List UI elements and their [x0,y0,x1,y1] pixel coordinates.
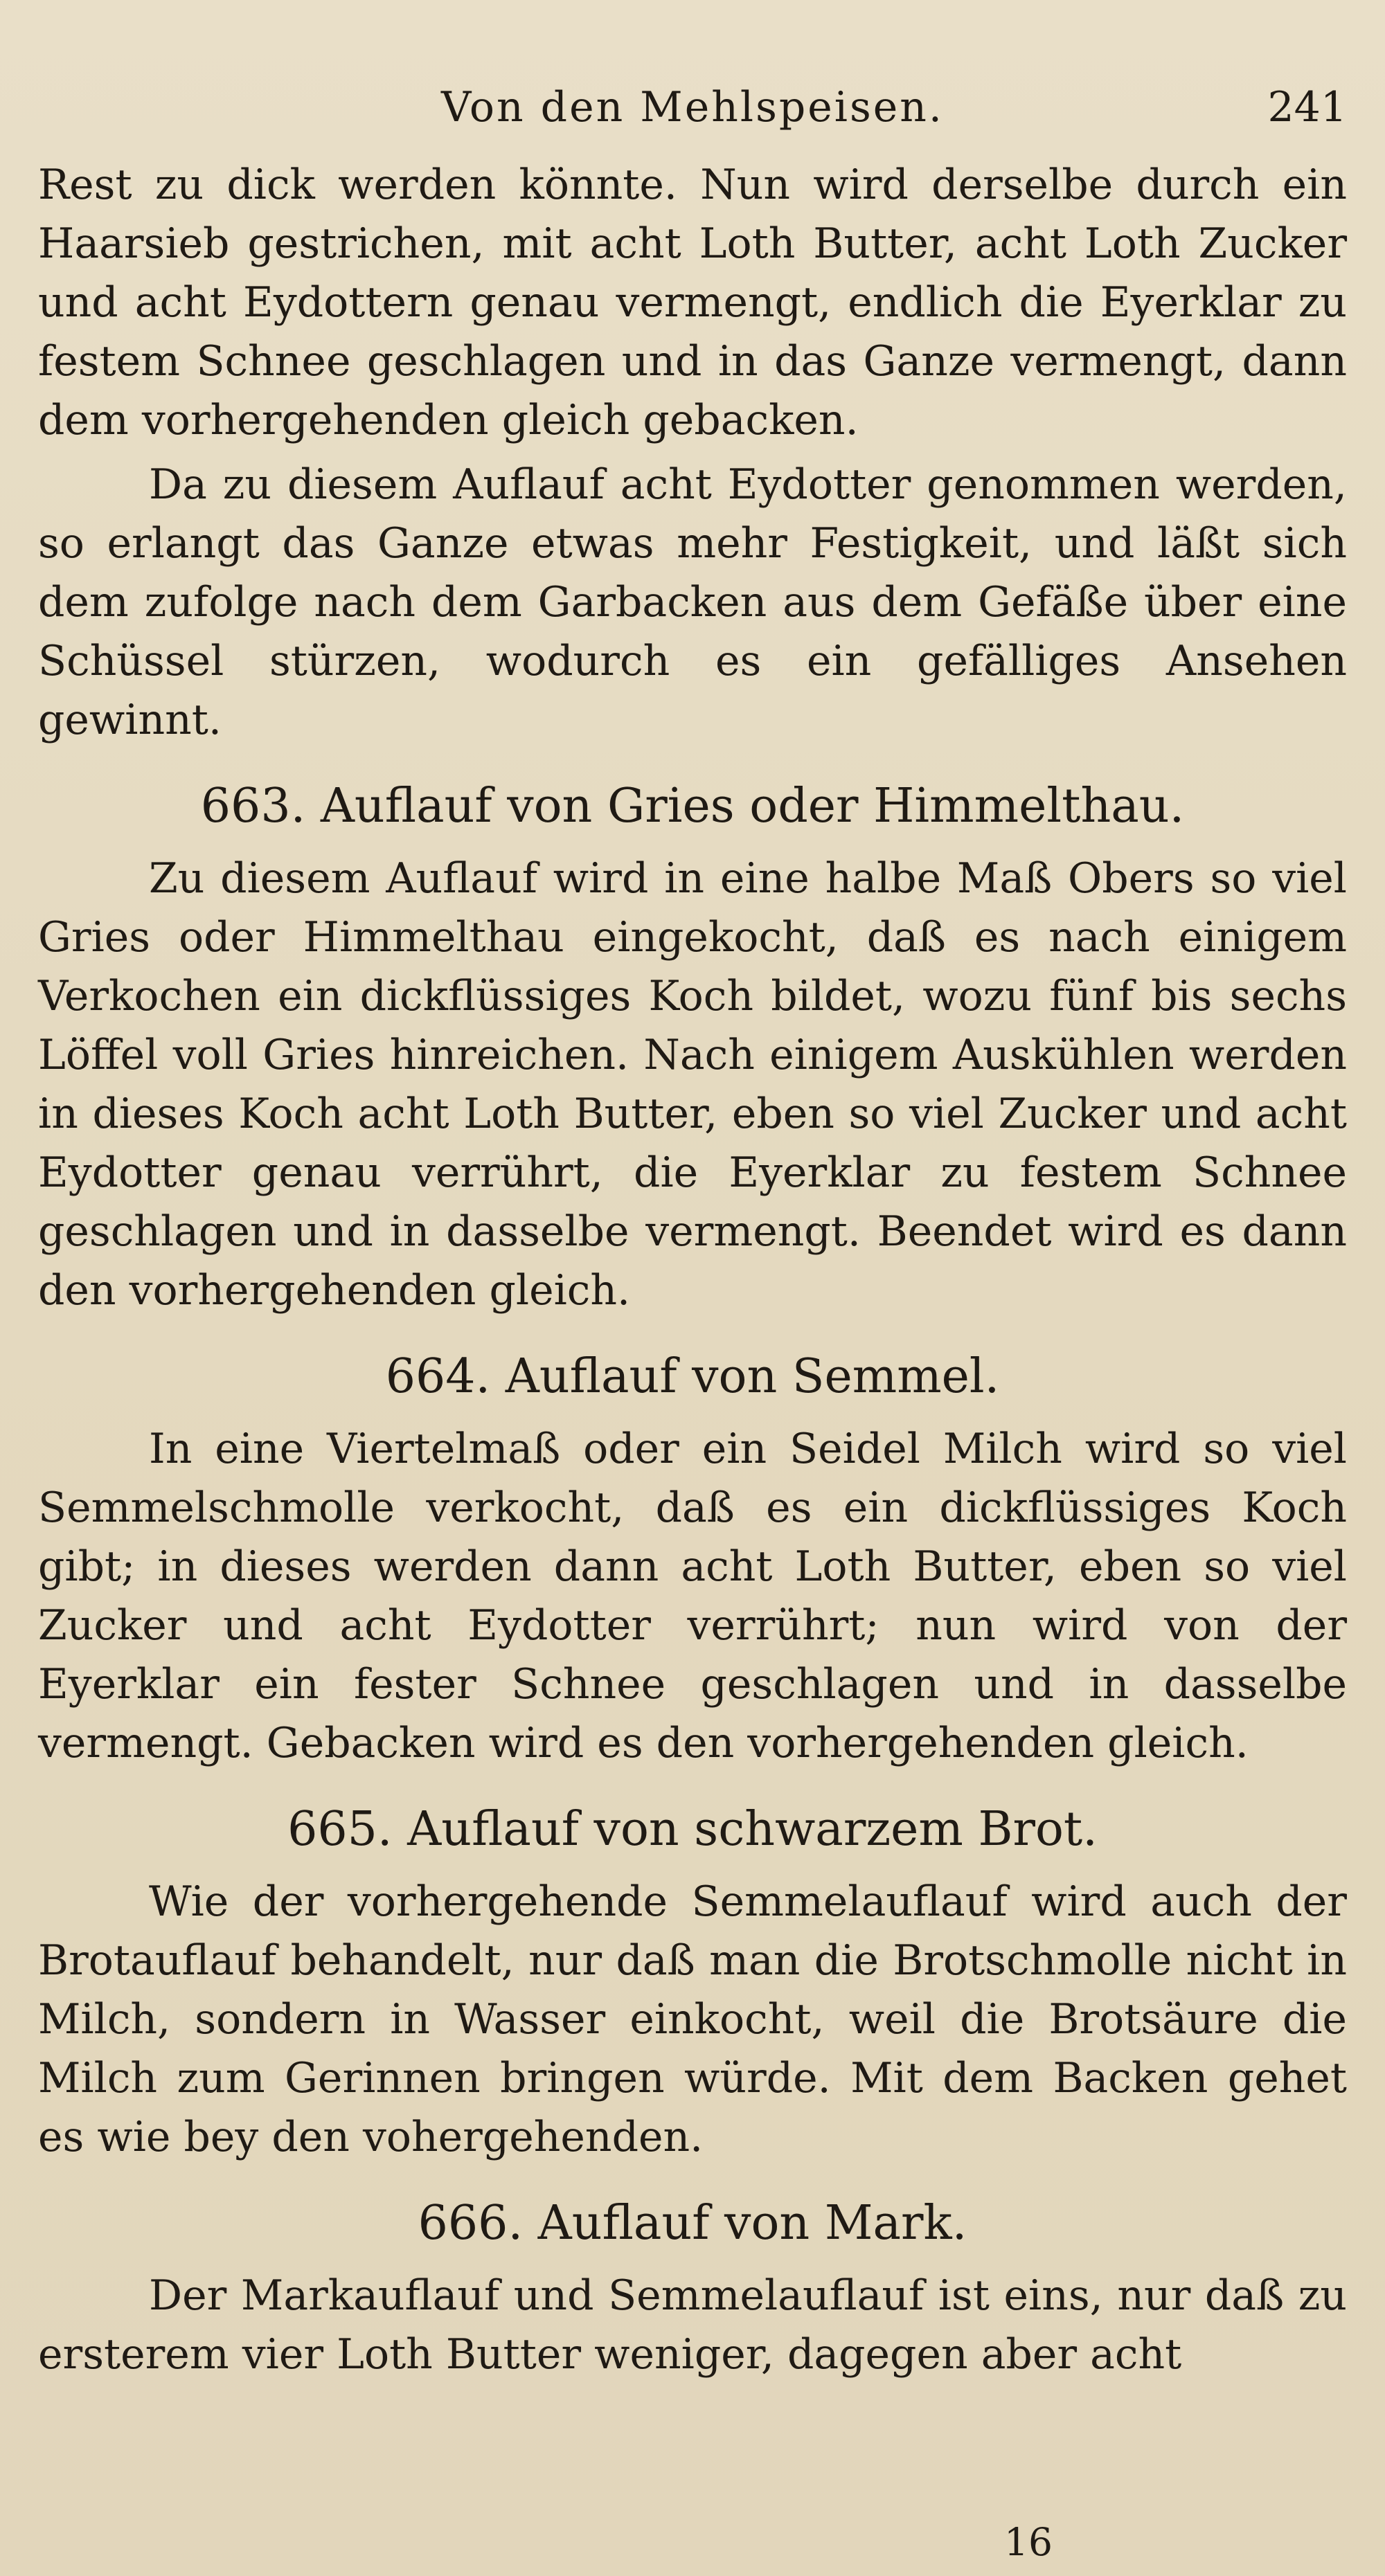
page-header [38,76,1347,152]
section-text-663: Zu diesem Auflauf wird in eine halbe Maß Obers so viel Gries oder Himmelthau eingekocht, daß es nach einigem Verkochen ein dickflüssiges Koch bildet, wozu fünf bis sechs Löffel voll Gries hinreichen. Nach einigem Auskühlen werden in dieses Koch acht Loth Butter, eben so viel Zucker und acht Eydotter genau verrührt, die Eyerklar zu festem Schnee geschlagen und in dasselbe vermengt. Beendet wird es dann den vorhergehenden gleich. [38,854,1347,1315]
running-head: Von den Mehlspeisen. [441,83,944,132]
section-heading-665: 665. Auflauf von schwarzem Brot. [287,1802,1098,1857]
page-body [38,156,1347,2390]
section-heading-666: 666. Auflauf von Mark. [418,2196,967,2251]
section-heading-664: 664. Auflauf von Semmel. [385,1349,1000,1404]
note-paragraph: Da zu diesem Auflauf acht Eydotter genommen werden, so erlangt das Ganze etwas mehr Festigkeit, und läßt sich dem zufolge nach dem Garbacken aus dem Gefäße über eine Schüssel stürzen, wodurch es ein gefälliges Ansehen gewinnt. [38,460,1347,744]
signature-mark: 16 [1004,2520,1053,2564]
section-text-666: Der Markauflauf und Semmelauflauf ist eins, nur daß zu ersterem vier Loth Butter weniger, dagegen aber acht [38,2271,1347,2379]
section-heading-663: 663. Auflauf von Gries oder Himmelthau. [200,779,1185,834]
continued-paragraph: Rest zu dick werden könnte. Nun wird derselbe durch ein Haarsieb gestrichen, mit acht Loth Butter, acht Loth Zucker und acht Eydottern genau vermengt, endlich die Eyerklar zu festem Schnee geschlagen und in das Ganze vermengt, dann dem vorhergehenden gleich gebacken. [38,161,1347,444]
page-number: 241 [1267,83,1347,132]
section-text-664: In eine Viertelmaß oder ein Seidel Milch wird so viel Semmelschmolle verkocht, daß es ein dickflüssiges Koch gibt; in dieses werden dann acht Loth Butter, eben so viel Zucker und acht Eydotter verrührt; nun wird von der Eyerklar ein fester Schnee geschlagen und in dasselbe vermengt. Gebacken wird es den vorhergehenden gleich. [38,1425,1347,1767]
section-text-665: Wie der vorhergehende Semmelauflauf wird auch der Brotauflauf behandelt, nur daß man die Brotschmolle nicht in Milch, sondern in Wasser einkocht, weil die Brotsäure die Milch zum Gerinnen bringen würde. Mit dem Backen gehet es wie bey den vohergehenden. [38,1877,1347,2161]
